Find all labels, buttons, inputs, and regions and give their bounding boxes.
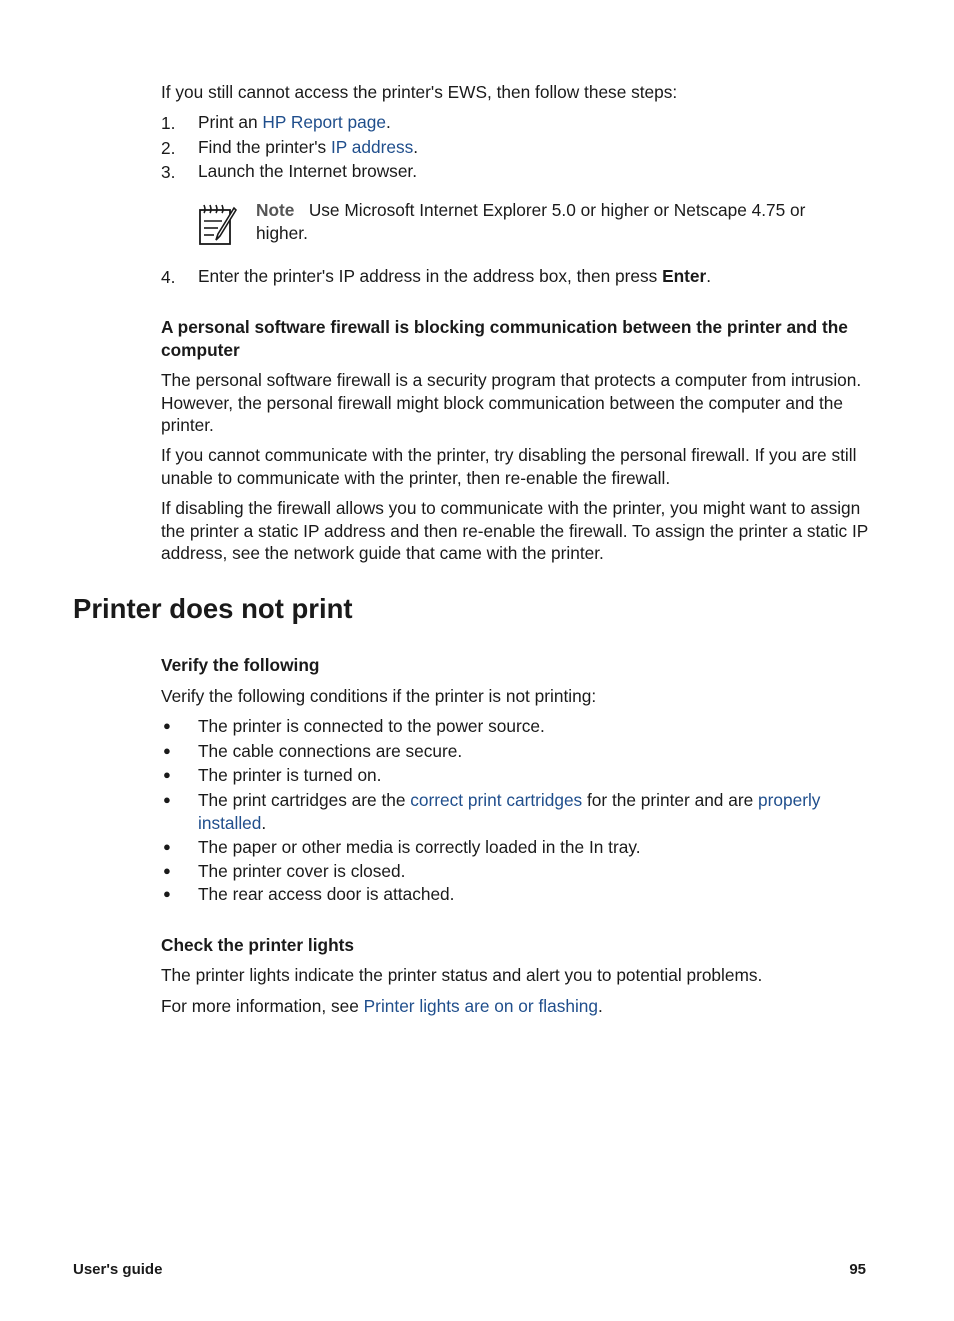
bullet: ● bbox=[163, 767, 171, 782]
note-pencil-icon bbox=[196, 202, 240, 246]
firewall-paragraph: The personal software firewall is a security program that protects a computer from intrusion. However, the personal firewall might block communication between the computer and the printer. bbox=[161, 370, 862, 435]
bullet: ● bbox=[163, 863, 171, 878]
list-item: The paper or other media is correctly loaded in the In tray. bbox=[198, 837, 641, 857]
lights-text: The printer lights indicate the printer status and alert you to potential problems. bbox=[161, 965, 763, 985]
note-box bbox=[256, 199, 856, 244]
step-text: Launch the Internet browser. bbox=[198, 161, 418, 181]
step-item bbox=[198, 111, 873, 134]
correct-print-cartridges-link[interactable]: correct print cartridges bbox=[410, 790, 583, 810]
firewall-paragraph: If disabling the firewall allows you to communicate with the printer, you might want to assign the printer a static IP address and then re-enable the firewall. To assign the printer a static IP address, see the network guide that came with the printer. bbox=[161, 498, 869, 563]
note-label: Note bbox=[256, 200, 295, 220]
ip-address-link[interactable]: IP address bbox=[330, 137, 414, 157]
list-item: The printer cover is closed. bbox=[198, 861, 406, 881]
item-text: . bbox=[261, 812, 267, 833]
firewall-paragraph: If you cannot communicate with the printer, try disabling the personal firewall. If you are still unable to communicate with the printer, then re-enable the firewall. bbox=[161, 445, 857, 488]
bullet: ● bbox=[163, 839, 171, 854]
step-number: 1. bbox=[161, 113, 176, 133]
lights-more-text: For more information, see bbox=[161, 996, 364, 1016]
step-text: . bbox=[385, 112, 391, 132]
page-number: 95 bbox=[849, 1261, 866, 1278]
step-item bbox=[198, 136, 873, 159]
list-item: The cable connections are secure. bbox=[198, 741, 463, 761]
step-item bbox=[198, 265, 873, 288]
step-number: 3. bbox=[161, 162, 176, 182]
item-text: The print cartridges are the bbox=[198, 790, 411, 810]
bullet: ● bbox=[163, 743, 171, 758]
lights-more-text: . bbox=[598, 996, 603, 1016]
step-text: Find the printer's bbox=[198, 137, 331, 157]
step-text: . bbox=[706, 266, 712, 286]
note-text: Use Microsoft Internet Explorer 5.0 or higher or Netscape 4.75 or higher. bbox=[256, 200, 806, 243]
link-text[interactable]: properly bbox=[758, 790, 821, 810]
intro-text: If you still cannot access the printer's EWS, then follow these steps: bbox=[161, 82, 678, 102]
verify-intro: Verify the following conditions if the printer is not printing: bbox=[161, 686, 597, 706]
enter-key-label: Enter bbox=[662, 266, 707, 286]
bullet: ● bbox=[163, 718, 171, 733]
bullet: ● bbox=[163, 886, 171, 901]
item-text: for the printer and are bbox=[582, 790, 758, 810]
bullet: ● bbox=[163, 792, 171, 807]
footer-title: User's guide bbox=[73, 1261, 163, 1278]
step-text: Print an bbox=[198, 112, 263, 132]
step-text: . bbox=[413, 137, 419, 157]
lights-heading: Check the printer lights bbox=[161, 935, 355, 955]
link-text[interactable]: installed bbox=[198, 812, 262, 833]
step-number: 4. bbox=[161, 267, 176, 287]
verify-heading: Verify the following bbox=[161, 655, 320, 675]
section-title: Printer does not print bbox=[73, 593, 353, 624]
list-item: The rear access door is attached. bbox=[198, 884, 455, 904]
list-item: The printer is connected to the power source. bbox=[198, 716, 545, 736]
lights-more bbox=[161, 995, 873, 1018]
step-text: Enter the printer's IP address in the address box, then press bbox=[198, 266, 663, 286]
list-item bbox=[198, 789, 873, 834]
list-item: The printer is turned on. bbox=[198, 765, 382, 785]
firewall-heading: A personal software firewall is blocking communication between the printer and the computer bbox=[161, 317, 848, 360]
hp-report-page-link[interactable]: HP Report page bbox=[262, 112, 386, 132]
step-number: 2. bbox=[161, 138, 176, 158]
printer-lights-link[interactable]: Printer lights are on or flashing bbox=[363, 996, 599, 1016]
